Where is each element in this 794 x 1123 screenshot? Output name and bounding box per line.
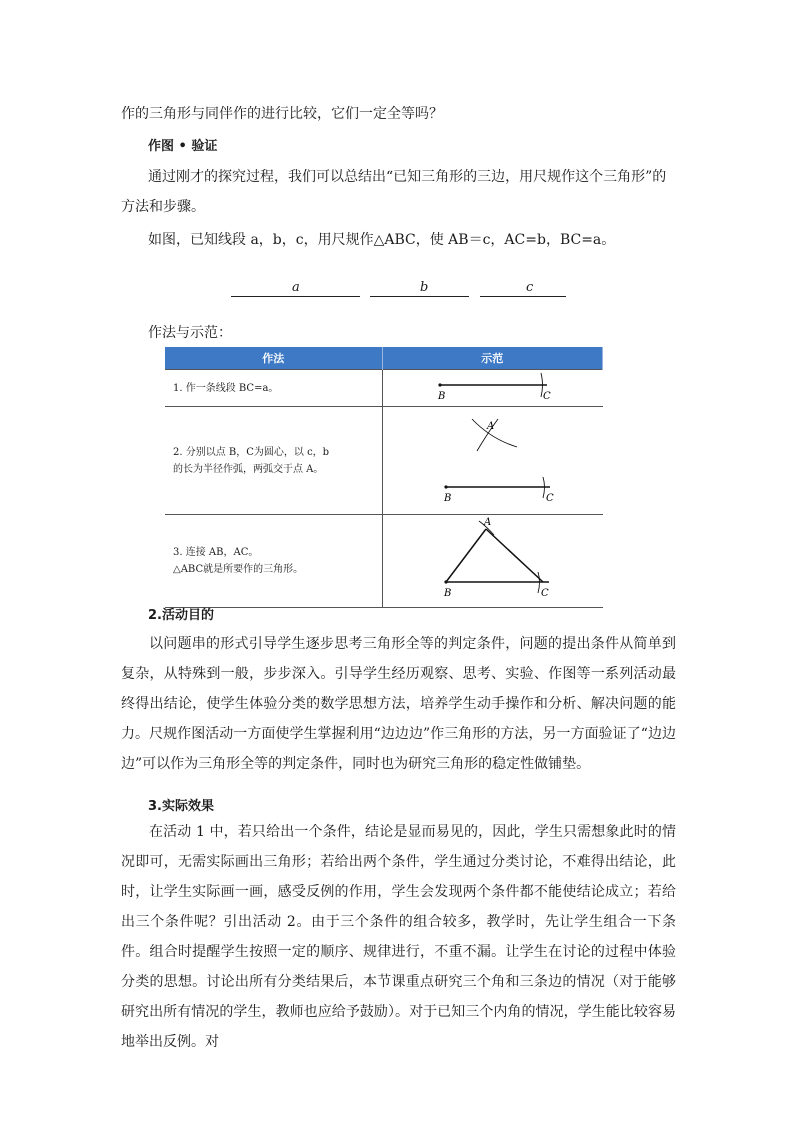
summary-line-1: 通过刚才的探究过程，我们可以总结出“已知三角形的三边，用尺规作这个三角形”的: [148, 169, 667, 185]
table-row: [165, 407, 603, 515]
method-intro: 作法与示范：: [148, 325, 232, 341]
step-1-figure: [382, 370, 603, 407]
step-2-figure: [382, 407, 603, 515]
summary-line-2: 方法和步骤。: [121, 199, 205, 215]
table-header-row: [165, 347, 603, 370]
segment-b: [370, 296, 469, 297]
label-C: C: [542, 391, 551, 402]
heading-activity-purpose: 2.活动目的: [148, 608, 214, 623]
label-A: A: [483, 517, 491, 528]
step-3-diagram: [383, 515, 603, 604]
label-C: C: [545, 493, 554, 504]
table-row: [165, 370, 603, 407]
step-1-diagram: [383, 370, 603, 403]
step-3-figure: [382, 515, 603, 608]
section-heading: 作图 • 验证: [148, 139, 218, 154]
step-3-text: [165, 515, 382, 608]
heading-actual-effect: 3.实际效果: [148, 799, 214, 814]
step-2-line-1: 2. 分别以点 B，C为圆心，以 c，b: [173, 446, 330, 458]
step-2-diagram: [383, 407, 603, 511]
header-demo: 示范: [382, 347, 603, 370]
segment-a-label: a: [292, 280, 300, 295]
header-method: 作法: [165, 347, 382, 370]
step-3-line-1: 3. 连接 AB，AC。: [173, 547, 259, 558]
label-C: C: [540, 588, 549, 599]
step-1-line: 1. 作一条线段 BC=a。: [173, 382, 279, 394]
segment-b-label: b: [420, 280, 429, 295]
segment-a: [231, 296, 360, 297]
problem-statement: 如图，已知线段 a，b，c，用尺规作△ABC，使 AB＝c，AC=b，BC=a。: [148, 232, 616, 248]
step-1-text: [165, 370, 382, 407]
step-3-line-2: △ABC就是所要作的三角形。: [173, 564, 304, 575]
paragraph-activity-purpose: 以问题串的形式引导学生逐步思考三角形全等的判定条件，问题的提出条件从简单到复杂，从特殊到一般，步步深入。引导学生经历观察、思考、实验、作图等一系列活动最终得出结论，使学生体验分类的数学思想方法，培养学生动手操作和分析、解决问题的能力。尺规作图活动一方面使学生掌握利用“边边边”作三角形的方法，另一方面验证了“边边边”可以作为三角形全等的判定条件，同时也为研究三角形的稳定性做铺垫。: [121, 636, 676, 772]
label-A: A: [486, 421, 494, 432]
segment-c-label: c: [526, 280, 534, 295]
table-row: [165, 515, 603, 608]
label-B: B: [437, 391, 445, 402]
construction-steps-table: [165, 347, 603, 608]
label-B: B: [443, 588, 451, 599]
label-B: B: [443, 493, 451, 504]
step-2-line-2: 的长为半径作弧，两弧交于点 A。: [173, 463, 324, 475]
paragraph-actual-effect: 在活动 1 中，若只给出一个条件，结论是显而易见的，因此，学生只需想象此时的情况即可，无需实际画出三角形；若给出两个条件，学生通过分类讨论，不难得出结论，此时，让学生实际画一画，感受反例的作用，学生会发现两个条件都不能使结论成立；若给出三个条件呢？引出活动 2。由于三个条件的组合较多，教学时，先让学生组合一下条件。组合时提醒学生按照一定的顺序、规律进行，不重不漏。让学生在讨论的过程中体验分类的思想。讨论出所有分类结果后，本节课重点研究三个角和三条边的情况（对于能够研究出所有情况的学生，教师也应给予鼓励）。对于已知三个内角的情况，学生能比较容易地举出反例。对: [121, 824, 676, 1050]
segment-c: [480, 296, 566, 297]
intro-line: 作的三角形与同伴作的进行比较，它们一定全等吗？: [121, 106, 443, 122]
step-2-text: [165, 407, 382, 515]
